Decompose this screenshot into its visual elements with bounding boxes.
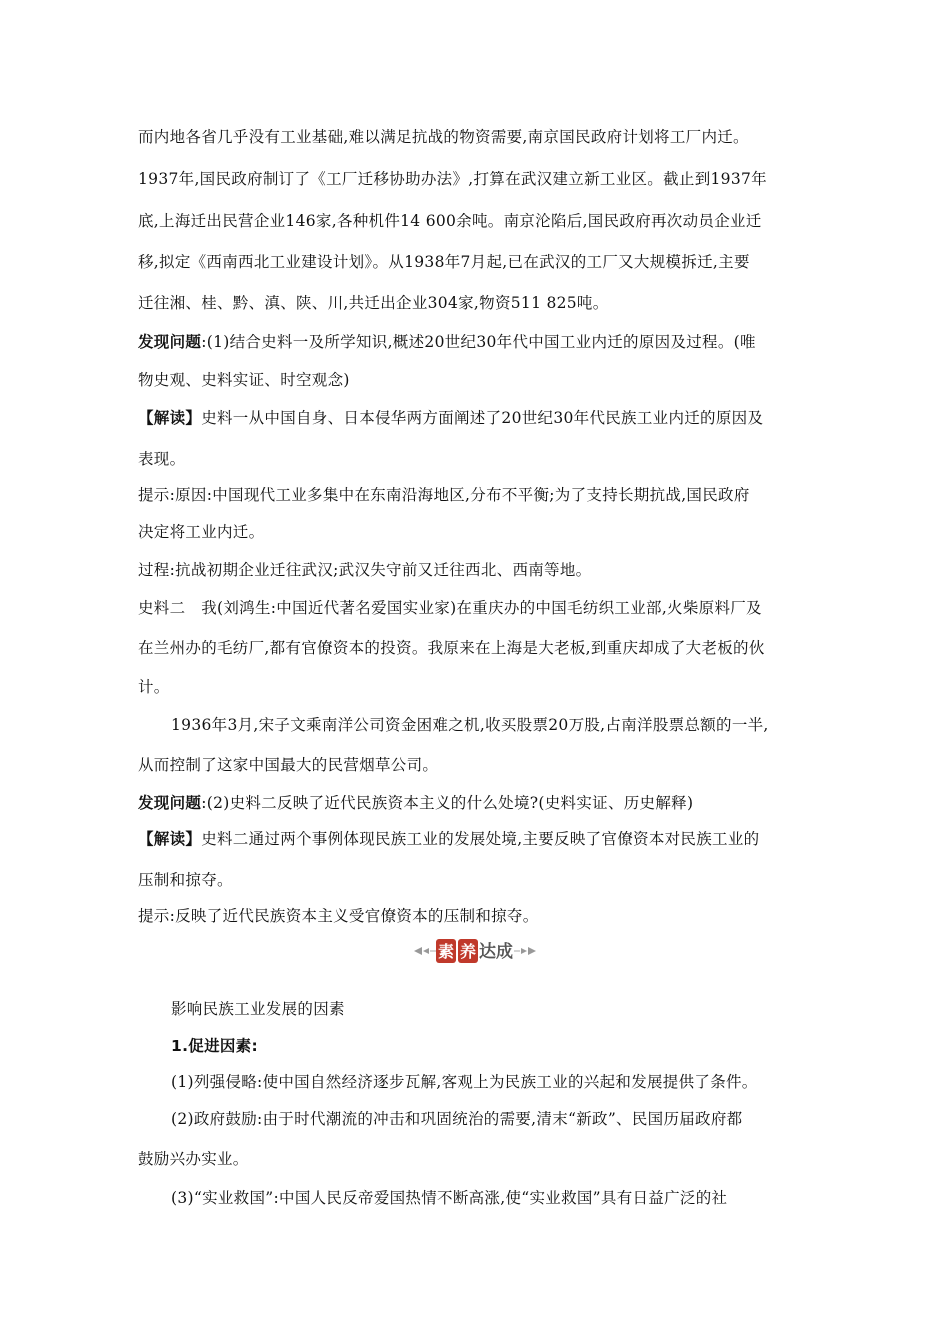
reading-1 bbox=[138, 407, 763, 429]
question-1 bbox=[138, 331, 756, 353]
question-text: :(1)结合史料一及所学知识,概述20世纪30年代中国工业内迁的原因及过程。(唯 bbox=[201, 333, 756, 351]
summary-item: (2)政府鼓励:由于时代潮流的冲击和巩固统治的需要,清末“新政”、民国历届政府都 bbox=[171, 1110, 743, 1128]
right-arrow-icon bbox=[521, 947, 536, 955]
hint-line: 提示:原因:中国现代工业多集中在东南沿海地区,分布不平衡;为了支持长期抗战,国民政府 bbox=[138, 486, 750, 504]
left-arrow-icon bbox=[414, 947, 429, 955]
summary-title: 影响民族工业发展的因素 bbox=[171, 1000, 345, 1018]
hint-line: 过程:抗战初期企业迁往武汉;武汉失守前又迁往西北、西南等地。 bbox=[138, 561, 592, 579]
reading-text: 史料二通过两个事例体现民族工业的发展处境,主要反映了官僚资本对民族工业的 bbox=[201, 830, 760, 848]
section-banner bbox=[412, 936, 538, 966]
summary-heading: 1.促进因素: bbox=[171, 1037, 258, 1055]
paragraph-line: 表现。 bbox=[138, 450, 186, 468]
summary-item: 鼓励兴办实业。 bbox=[138, 1150, 249, 1168]
banner-rest: 达成 bbox=[479, 942, 513, 962]
paragraph-line: 而内地各省几乎没有工业基础,难以满足抗战的物资需要,南京国民政府计划将工厂内迁。 bbox=[138, 128, 749, 146]
paragraph-line: 压制和掠夺。 bbox=[138, 871, 233, 889]
paragraph-line: 底,上海迁出民营企业146家,各种机件14 600余吨。南京沦陷后,国民政府再次动员企业迁 bbox=[138, 212, 762, 230]
source-line: 从而控制了这家中国最大的民营烟草公司。 bbox=[138, 756, 439, 774]
question-label: 发现问题 bbox=[138, 333, 202, 351]
reading-2 bbox=[138, 828, 759, 850]
source-line: 计。 bbox=[138, 678, 170, 696]
question-2 bbox=[138, 792, 693, 814]
question-label: 发现问题 bbox=[138, 794, 202, 812]
source-line: 史料二 我(刘鸿生:中国近代著名爱国实业家)在重庆办的中国毛纺织工业部,火柴原料厂及 bbox=[138, 599, 762, 617]
reading-text: 史料一从中国自身、日本侵华两方面阐述了20世纪30年代民族工业内迁的原因及 bbox=[201, 409, 764, 427]
paragraph-line: 物史观、史料实证、时空观念) bbox=[138, 371, 350, 389]
paragraph-line: 迁往湘、桂、黔、滇、陕、川,共迁出企业304家,物资511 825吨。 bbox=[138, 294, 609, 312]
paragraph-line: 移,拟定《西南西北工业建设计划》。从1938年7月起,已在武汉的工厂又大规模拆迁,主要 bbox=[138, 253, 750, 271]
paragraph-line: 1937年,国民政府制订了《工厂迁移协助办法》,打算在武汉建立新工业区。截止到1937年 bbox=[138, 170, 767, 188]
hint-line: 决定将工业内迁。 bbox=[138, 523, 265, 541]
reading-label: 【解读】 bbox=[138, 830, 202, 848]
source-line: 在兰州办的毛纺厂,都有官僚资本的投资。我原来在上海是大老板,到重庆却成了大老板的伙 bbox=[138, 639, 765, 657]
banner-char-1: 素 bbox=[437, 942, 455, 961]
summary-item: (1)列强侵略:使中国自然经济逐步瓦解,客观上为民族工业的兴起和发展提供了条件。 bbox=[171, 1073, 758, 1091]
hint-line: 提示:反映了近代民族资本主义受官僚资本的压制和掠夺。 bbox=[138, 907, 539, 925]
reading-label: 【解读】 bbox=[138, 409, 202, 427]
banner-char-2: 养 bbox=[459, 942, 477, 961]
summary-item: (3)“实业救国”:中国人民反帝爱国热情不断高涨,使“实业救国”具有日益广泛的社 bbox=[171, 1189, 728, 1207]
question-text: :(2)史料二反映了近代民族资本主义的什么处境?(史料实证、历史解释) bbox=[201, 794, 694, 812]
source-line: 1936年3月,宋子文乘南洋公司资金困难之机,收买股票20万股,占南洋股票总额的一半, bbox=[171, 716, 769, 734]
